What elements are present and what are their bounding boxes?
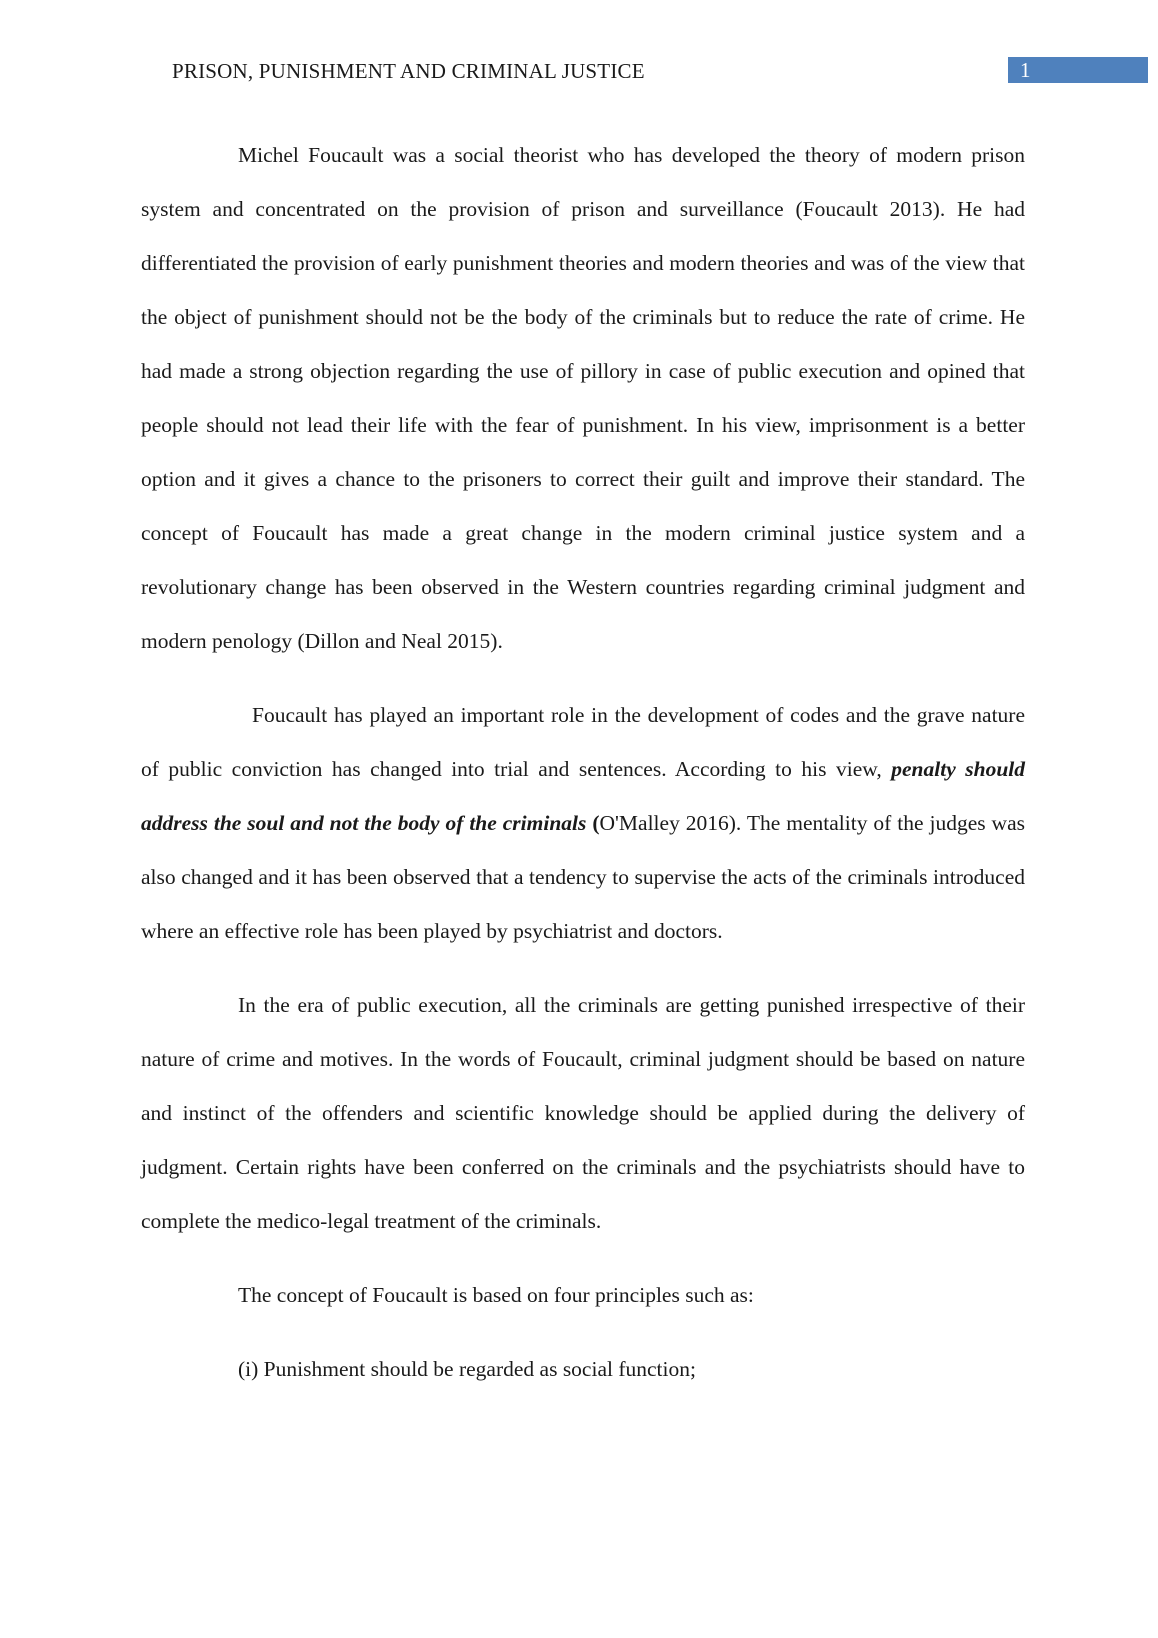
page-number-box — [1008, 57, 1148, 83]
paragraph-2-emphasis: penalty should address the soul and not the body of the criminals — [141, 757, 1025, 835]
document-body — [141, 128, 1025, 1416]
paragraph-2-intro: Foucault has played an important role in the development of codes and the grave nature of public conviction has changed into trial and sentences. According to his view, — [141, 703, 1025, 781]
page-number: 1 — [1020, 58, 1031, 82]
list-item-1: (i) Punishment should be regarded as social function; — [238, 1357, 696, 1381]
paragraph-4: The concept of Foucault is based on four principles such as: — [238, 1283, 754, 1307]
running-header-title: PRISON, PUNISHMENT AND CRIMINAL JUSTICE — [172, 59, 645, 83]
paragraph-3: In the era of public execution, all the criminals are getting punished irrespective of their nature of crime and motives. In the words of Foucault, criminal judgment should be based on nature and instinct of the offenders and scientific knowledge should be applied during the delivery of judgment. Certain rights have been conferred on the criminals and the psychiatrists should have to complete the medico-legal treatment of the criminals. — [141, 993, 1025, 1233]
paragraph-2-open-paren: ( — [586, 811, 600, 835]
paragraph-2 — [141, 688, 1025, 958]
paragraph-1: Michel Foucault was a social theorist who has developed the theory of modern prison system and concentrated on the provision of prison and surveillance (Foucault 2013). He had differentiated the provision of early punishment theories and modern theories and was of the view that the object of punishment should not be the body of the criminals but to reduce the rate of crime. He had made a strong objection regarding the use of pillory in case of public execution and opined that people should not lead their life with the fear of punishment. In his view, imprisonment is a better option and it gives a chance to the prisoners to correct their guilt and improve their standard. The concept of Foucault has made a great change in the modern criminal justice system and a revolutionary change has been observed in the Western countries regarding criminal judgment and modern penology (Dillon and Neal 2015). — [141, 143, 1025, 653]
paragraph-2-rest: O'Malley 2016). The mentality of the judges was also changed and it has been observed that a tendency to supervise the acts of the criminals introduced where an effective role has been played by psychiatrist and doctors. — [141, 811, 1025, 943]
